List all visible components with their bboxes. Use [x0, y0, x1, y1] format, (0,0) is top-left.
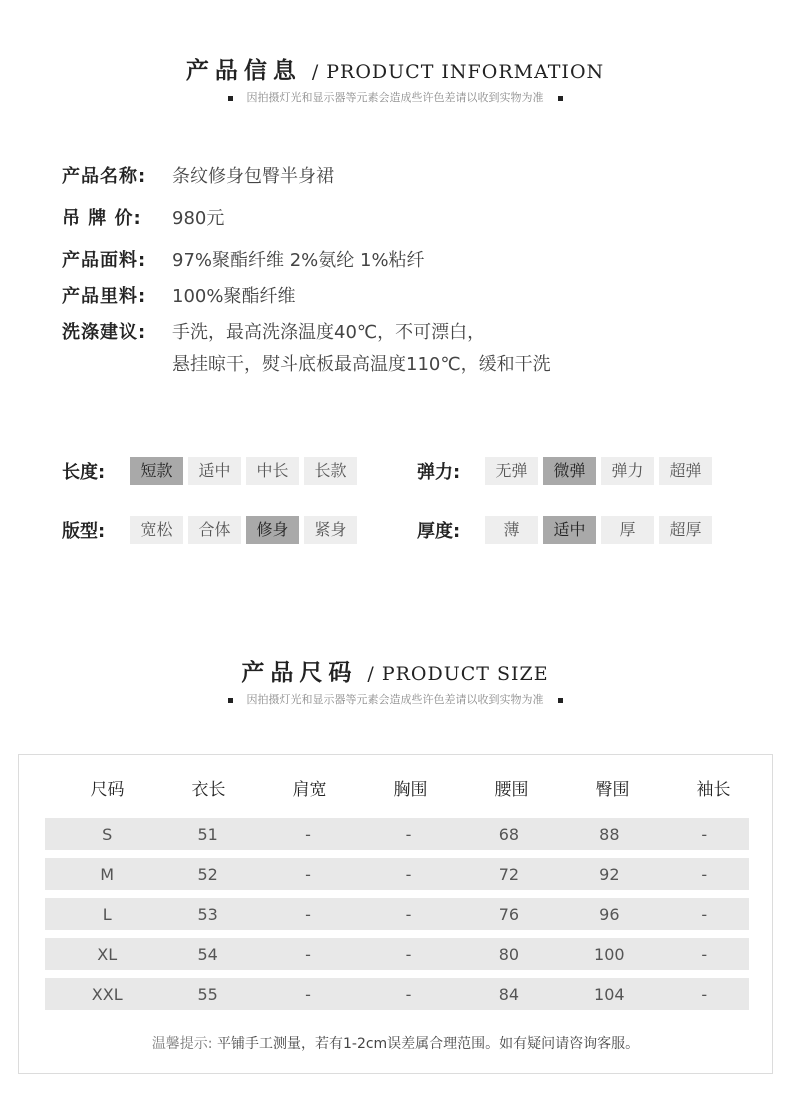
attr-length [62, 457, 362, 485]
detail-value: 手洗，最高洗涤温度40℃，不可漂白， [172, 322, 486, 343]
table-cell: S [102, 824, 113, 844]
table-cell: - [405, 904, 412, 924]
detail-label: 产品里料: [62, 286, 147, 307]
table-cell: 96 [599, 904, 620, 924]
detail-wash-line2: 悬挂晾干，熨斗底板最高温度110℃，缓和干洗 [172, 354, 551, 375]
table-cell: - [405, 984, 412, 1004]
table-cell: - [305, 824, 311, 844]
table-cell: 80 [498, 944, 520, 964]
table-cell: - [305, 984, 311, 1004]
attr-elastic-label: 弹力: [417, 462, 461, 483]
attr-thickness-option: 薄 [485, 516, 538, 544]
table-cell: - [701, 864, 708, 884]
detail-label: 产品面料: [62, 250, 147, 271]
info-subtitle-text: 因拍摄灯光和显示器等元素会造成些许色差请以收到实物为准 [246, 91, 544, 104]
table-cell: - [305, 904, 311, 924]
attr-elastic-option: 超弹 [659, 457, 712, 485]
detail-label: 吊 牌 价: [62, 208, 142, 229]
detail-fabric-row [62, 244, 551, 278]
size-note-text: 平铺手工测量，若有1-2cm误差属合理范围。如有疑问请咨询客服。 [216, 1036, 640, 1052]
table-cell: XL [97, 944, 118, 964]
attr-fit-option: 修身 [246, 516, 299, 544]
detail-value: 980元 [172, 208, 225, 229]
square-bullet-icon [228, 96, 233, 101]
table-cell: 100 [594, 944, 625, 964]
table-cell: - [405, 944, 412, 964]
table-cell: 84 [498, 984, 520, 1004]
size-note [19, 1033, 772, 1053]
table-cell: - [305, 864, 311, 884]
attr-length-label: 长度: [62, 462, 106, 483]
attr-fit-option: 合体 [188, 516, 241, 544]
table-cell: - [701, 824, 708, 844]
table-cell: 55 [197, 984, 218, 1004]
size-title-cn: 产品尺码 [241, 660, 358, 686]
table-cell: - [405, 824, 412, 844]
detail-label: 洗涤建议: [62, 322, 147, 343]
table-cell: 72 [498, 864, 520, 884]
attr-elastic-option: 微弹 [543, 457, 596, 485]
header-cell: 臀围 [595, 780, 630, 800]
size-section-title [0, 654, 790, 687]
header-cell: 胸围 [393, 780, 428, 800]
detail-value: 100%聚酯纤维 [172, 286, 296, 307]
table-cell: XXL [91, 984, 123, 1004]
size-table [18, 754, 773, 1074]
header-cell: 袖长 [696, 780, 731, 800]
table-row [45, 818, 749, 850]
attr-length-option: 中长 [246, 457, 299, 485]
attr-thickness-option: 超厚 [659, 516, 712, 544]
table-row [45, 978, 749, 1010]
attr-elastic-option: 弹力 [601, 457, 654, 485]
size-subtitle-text: 因拍摄灯光和显示器等元素会造成些许色差请以收到实物为准 [246, 693, 544, 706]
info-title-en: / PRODUCT INFORMATION [311, 61, 605, 83]
header-cell: 腰围 [494, 780, 529, 800]
table-row [45, 898, 749, 930]
info-subtitle [0, 89, 790, 105]
size-subtitle [0, 691, 790, 707]
attr-fit-label: 版型: [62, 521, 106, 542]
header-cell: 尺码 [90, 780, 125, 800]
attr-fit [62, 516, 362, 544]
attr-length-option: 适中 [188, 457, 241, 485]
attr-fit-option: 宽松 [130, 516, 183, 544]
table-row [45, 858, 749, 890]
detail-price-row [62, 202, 551, 236]
header-cell: 肩宽 [292, 780, 327, 800]
table-cell: 76 [498, 904, 520, 924]
attr-thickness-option: 厚 [601, 516, 654, 544]
detail-name-row [62, 160, 551, 194]
table-cell: - [305, 944, 311, 964]
detail-lining-row [62, 280, 551, 314]
size-title-en: / PRODUCT SIZE [367, 663, 549, 685]
attr-length-option: 短款 [130, 457, 183, 485]
table-cell: - [701, 944, 708, 964]
attr-thickness-label: 厚度: [417, 521, 461, 542]
table-cell: - [405, 864, 412, 884]
table-cell: - [701, 904, 708, 924]
table-cell: 104 [594, 984, 625, 1004]
table-cell: - [701, 984, 708, 1004]
attr-thickness-option: 适中 [543, 516, 596, 544]
detail-label: 产品名称: [62, 166, 147, 187]
table-cell: 68 [498, 824, 520, 844]
table-cell: L [102, 904, 112, 924]
attr-length-option: 长款 [304, 457, 357, 485]
table-cell: 92 [599, 864, 620, 884]
detail-value: 条纹修身包臀半身裙 [172, 166, 334, 187]
table-cell: 54 [197, 944, 218, 964]
size-note-label: 温馨提示: [151, 1036, 213, 1052]
info-section-title [0, 52, 790, 85]
attr-elastic-option: 无弹 [485, 457, 538, 485]
square-bullet-icon [558, 96, 563, 101]
table-cell: 53 [197, 904, 218, 924]
product-details [62, 160, 551, 382]
square-bullet-icon [558, 698, 563, 703]
detail-wash-row [62, 316, 551, 350]
table-cell: 52 [197, 864, 218, 884]
header-cell: 衣长 [191, 780, 226, 800]
attr-fit-option: 紧身 [304, 516, 357, 544]
table-cell: M [100, 864, 115, 884]
info-title-cn: 产品信息 [185, 58, 302, 84]
detail-value: 97%聚酯纤维 2%氨纶 1%粘纤 [172, 250, 425, 271]
table-cell: 88 [599, 824, 620, 844]
table-cell: 51 [197, 824, 218, 844]
size-table-header [57, 775, 764, 800]
attr-elastic [417, 457, 717, 485]
square-bullet-icon [228, 698, 233, 703]
attr-thickness [417, 516, 717, 544]
table-row [45, 938, 749, 970]
